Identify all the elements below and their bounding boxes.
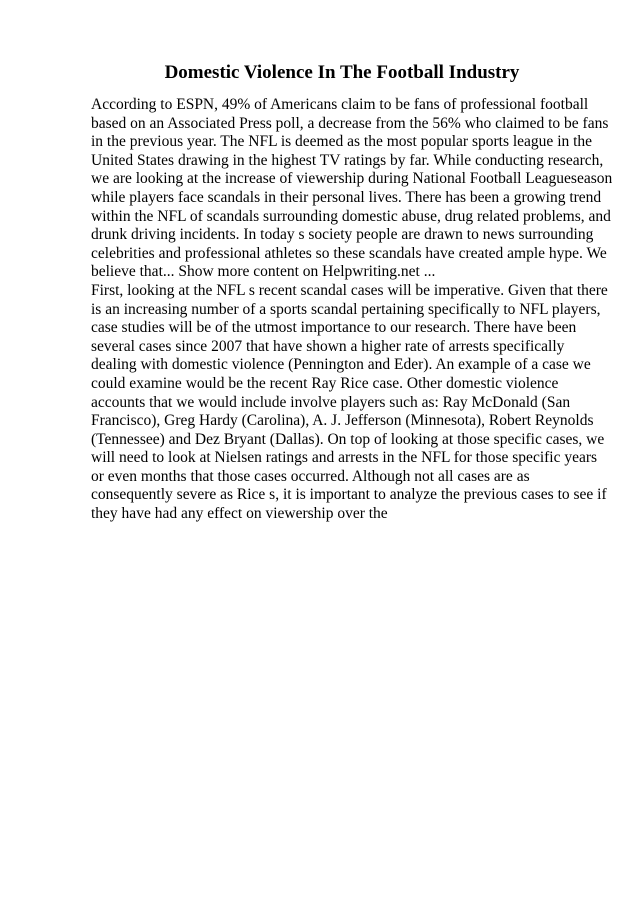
document-title: Domestic Violence In The Football Industry <box>164 62 520 83</box>
body-line: United States drawing in the highest TV ratings by far. While conducting research, <box>91 151 604 169</box>
body-line: is an increasing number of a sports scandal pertaining specifically to NFL players, <box>91 300 601 318</box>
body-line: dealing with domestic violence (Pennington and Eder). An example of a case we <box>91 356 591 374</box>
body-line: First, looking at the NFL s recent scandal cases will be imperative. Given that there <box>91 281 608 299</box>
body-line: According to ESPN, 49% of Americans claim to be fans of professional football <box>91 96 589 113</box>
body-line: will need to look at Nielsen ratings and arrests in the NFL for those specific years <box>91 449 598 467</box>
show-more-line: believe that... Show more content on Helpwriting.net ... <box>91 263 436 281</box>
body-line: several cases since 2007 that have shown a higher rate of arrests specifically <box>91 337 565 355</box>
body-line: or even months that those cases occurred. Although not all cases are as <box>91 467 530 485</box>
body-line: case studies will be of the utmost importance to our research. There have been <box>91 319 577 337</box>
body-line: consequently severe as Rice s, it is important to analyze the previous cases to see if <box>91 486 607 504</box>
body-line: celebrities and professional athletes so these scandals have created ample hype. We <box>91 244 607 262</box>
body-line: while players face scandals in their personal lives. There has been a growing trend <box>91 188 602 206</box>
body-line: in the previous year. The NFL is deemed as the most popular sports league in the <box>91 133 593 151</box>
body-line: accounts that we would include involve players such as: Ray McDonald (San <box>91 393 571 411</box>
document-body <box>91 96 638 524</box>
body-line: they have had any effect on viewership over the <box>91 505 388 523</box>
body-line: could examine would be the recent Ray Rice case. Other domestic violence <box>91 374 559 392</box>
body-line: within the NFL of scandals surrounding domestic abuse, drug related problems, and <box>91 207 611 225</box>
body-line: (Tennessee) and Dez Bryant (Dallas). On top of looking at those specific cases, we <box>91 430 605 448</box>
body-line: drunk driving incidents. In today s society people are drawn to news surrounding <box>91 226 594 244</box>
body-line: based on an Associated Press poll, a decrease from the 56% who claimed to be fans <box>91 114 609 132</box>
body-line: we are looking at the increase of viewership during National Football Leagueseason <box>91 170 613 188</box>
body-line: Francisco), Greg Hardy (Carolina), A. J. Jefferson (Minnesota), Robert Reynolds <box>91 412 594 430</box>
